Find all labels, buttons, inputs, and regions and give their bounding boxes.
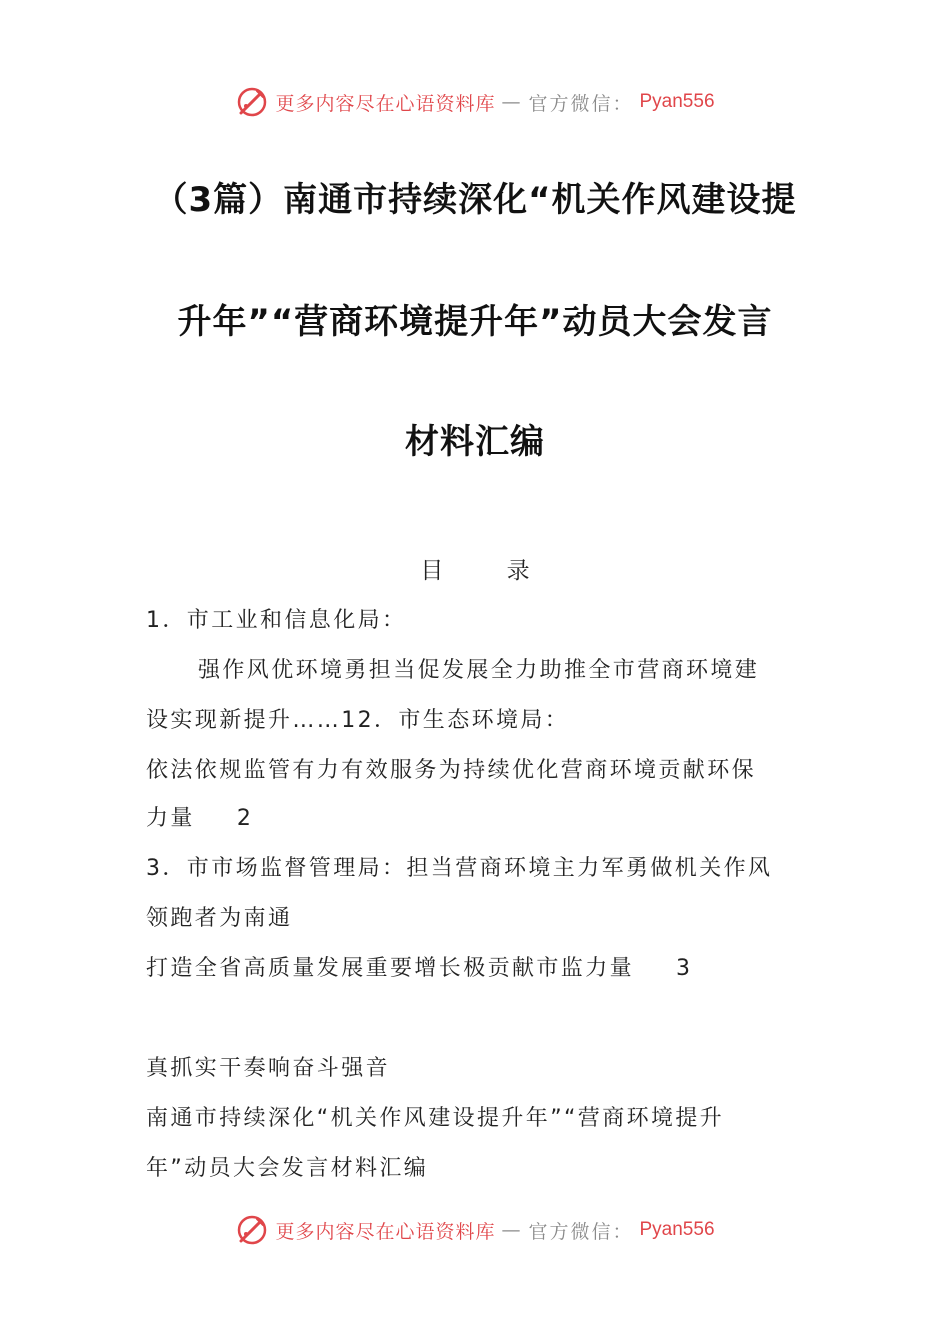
document-title-line-2: 升年”“营商环境提升年”动员大会发言 [177,302,773,342]
watermark-wechat-id: Pyan556 [639,1219,715,1240]
watermark-footer [0,1210,950,1250]
toc-item-3: 3．市市场监督管理局：担当营商环境主力军勇做机关作风 [146,856,773,881]
toc-item-2-end [146,801,251,832]
toc-page-3: 3 [676,956,691,981]
toc-item-2-title: 依法依规监管有力有效服务为持续优化营商环境贡献环保 [146,758,757,783]
body-line-2: 年”动员大会发言材料汇编 [146,1156,429,1181]
document-title-line-3: 材料汇编 [405,422,545,462]
toc-item-2-end-text: 力量 [146,806,195,831]
pen-circle-icon [235,1213,269,1247]
watermark-site: 更多内容尽在心语资料库 [275,92,496,115]
toc-item-3-cont: 领跑者为南通 [146,906,293,931]
watermark-header [0,82,950,122]
toc-item-1-title: 强作风优环境勇担当促发展全力助推全市营商环境建 [198,658,760,683]
toc-item-1-cont: 设实现新提升……12．市生态环境局： [146,708,570,733]
toc-heading: 目 录 [420,558,558,584]
body-line-1: 南通市持续深化“机关作风建设提升年”“营商环境提升 [146,1106,725,1131]
watermark-wechat-id: Pyan556 [639,91,715,112]
toc-page-2: 2 [236,806,251,831]
watermark-dash: — [501,91,523,113]
watermark-wechat-label: 官方微信： [528,92,634,115]
toc-item-3-end [146,951,690,982]
document-title-line-1: （3篇）南通市持续深化“机关作风建设提 [153,180,797,220]
section-heading: 真抓实干奏响奋斗强音 [146,1056,391,1081]
watermark-dash: — [501,1219,523,1241]
toc-item-3-end-text: 打造全省高质量发展重要增长极贡献市监力量 [146,956,635,981]
toc-item-1: 1．市工业和信息化局： [146,608,407,633]
pen-circle-icon [235,85,269,119]
watermark-site: 更多内容尽在心语资料库 [275,1220,496,1243]
watermark-wechat-label: 官方微信： [528,1220,634,1243]
